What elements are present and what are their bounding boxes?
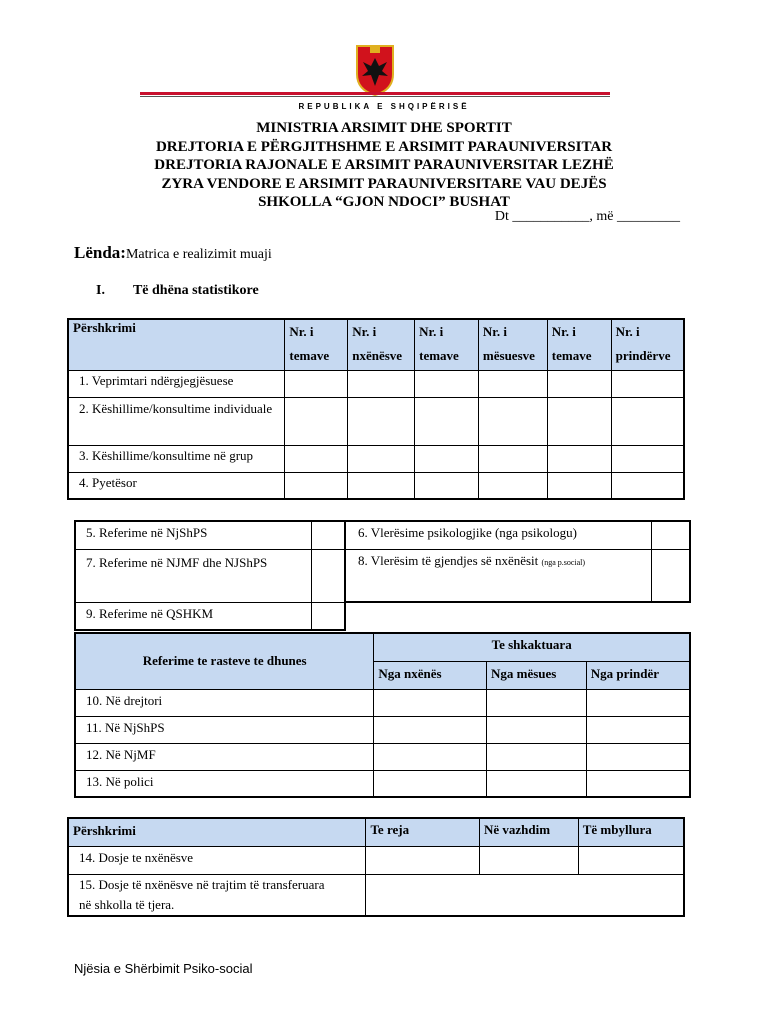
table-row <box>68 846 684 874</box>
input-cell[interactable] <box>366 874 684 916</box>
column-header: Te reja <box>366 818 480 846</box>
header-divider <box>140 96 610 97</box>
input-cell[interactable] <box>547 397 611 445</box>
header-line: ZYRA VENDORE E ARSIMIT PARAUNIVERSITARE VAU DEJËS <box>161 175 607 192</box>
section-heading <box>96 283 259 299</box>
table-row <box>75 549 345 602</box>
table-row <box>75 743 690 770</box>
table-header-row <box>75 633 690 661</box>
column-header: Përshkrimi <box>68 818 366 846</box>
input-cell[interactable] <box>374 743 487 770</box>
column-header: Nr. i nxënësve <box>348 319 415 370</box>
input-cell[interactable] <box>547 370 611 397</box>
input-cell[interactable] <box>547 472 611 499</box>
input-cell[interactable] <box>311 602 345 630</box>
table-row <box>68 445 684 472</box>
input-cell[interactable] <box>348 397 415 445</box>
table-title: Referime te rasteve te dhunes <box>75 633 374 689</box>
input-cell[interactable] <box>285 445 348 472</box>
table-row <box>345 549 690 602</box>
group-header: Te shkaktuara <box>374 633 690 661</box>
table-row <box>68 472 684 499</box>
input-cell[interactable] <box>348 472 415 499</box>
row-label: 1. Veprimtari ndërgjegjësuese <box>68 370 285 397</box>
row-label: 12. Në NjMF <box>75 743 374 770</box>
row-label: 6. Vlerësime psikologjike (nga psikologu) <box>345 521 651 549</box>
header-line: MINISTRIA ARSIMIT DHE SPORTIT <box>256 120 512 136</box>
table-row <box>75 521 345 549</box>
input-cell[interactable] <box>374 689 487 716</box>
input-cell[interactable] <box>611 445 684 472</box>
violence-referrals-table <box>74 632 691 798</box>
input-cell[interactable] <box>479 846 578 874</box>
row-label: 8. Vlerësim të gjendjes së nxënësit (nga p.social) <box>345 549 651 602</box>
header-red-line <box>140 92 610 95</box>
referrals-table <box>74 520 346 631</box>
input-cell[interactable] <box>651 521 690 549</box>
date-line: Dt ___________, më _________ <box>494 209 680 224</box>
student-files-table <box>67 817 685 917</box>
input-cell[interactable] <box>374 716 487 743</box>
column-header: Nr. i mësuesve <box>478 319 547 370</box>
input-cell[interactable] <box>415 472 479 499</box>
input-cell[interactable] <box>487 689 587 716</box>
column-header: Nr. i temave <box>547 319 611 370</box>
input-cell[interactable] <box>285 370 348 397</box>
input-cell[interactable] <box>547 445 611 472</box>
table-row <box>75 689 690 716</box>
column-header: Nr. i temave <box>415 319 479 370</box>
row-label: 15. Dosje të nxënësve në trajtim të transferuara në shkolla të tjera. <box>68 874 366 916</box>
table-row <box>75 770 690 797</box>
input-cell[interactable] <box>487 716 587 743</box>
table-header-row <box>68 319 684 370</box>
input-cell[interactable] <box>586 716 690 743</box>
row-label: 10. Në drejtori <box>75 689 374 716</box>
subject-value: Matrica e realizimit muaji <box>125 247 272 262</box>
input-cell[interactable] <box>366 846 480 874</box>
column-header: Nga nxënës <box>374 661 487 689</box>
input-cell[interactable] <box>478 445 547 472</box>
input-cell[interactable] <box>311 521 345 549</box>
input-cell[interactable] <box>285 397 348 445</box>
subject-line <box>74 243 272 263</box>
input-cell[interactable] <box>478 397 547 445</box>
table-row <box>75 716 690 743</box>
input-cell[interactable] <box>348 445 415 472</box>
table-row <box>345 521 690 549</box>
input-cell[interactable] <box>487 770 587 797</box>
table-row <box>68 370 684 397</box>
input-cell[interactable] <box>415 445 479 472</box>
column-header: Nr. i temave <box>285 319 348 370</box>
statistics-table <box>67 318 685 500</box>
column-header: Nga prindër <box>586 661 690 689</box>
row-note: (nga p.social) <box>541 557 586 567</box>
column-header: Të mbyllura <box>578 818 684 846</box>
header-line: SHKOLLA “GJON NDOCI” BUSHAT <box>258 194 510 210</box>
albania-emblem-icon <box>355 44 395 96</box>
header-line: DREJTORIA E PËRGJITHSHME E ARSIMIT PARAUNIVERSITAR <box>155 138 613 155</box>
table-header-row <box>68 818 684 846</box>
assessments-table <box>344 520 691 603</box>
column-header: Nga mësues <box>487 661 587 689</box>
row-label: 9. Referime në QSHKM <box>75 602 311 630</box>
row-label: 13. Në polici <box>75 770 374 797</box>
input-cell[interactable] <box>586 770 690 797</box>
input-cell[interactable] <box>285 472 348 499</box>
table-row <box>68 874 684 916</box>
row-label: 3. Këshillime/konsultime në grup <box>68 445 285 472</box>
input-cell[interactable] <box>415 370 479 397</box>
input-cell[interactable] <box>348 370 415 397</box>
column-header: Nr. i prindërve <box>611 319 684 370</box>
republic-label: REPUBLIKA E SHQIPËRISË <box>298 102 470 111</box>
row-label: 14. Dosje te nxënësve <box>68 846 366 874</box>
input-cell[interactable] <box>374 770 487 797</box>
table-row <box>68 397 684 445</box>
subject-label: Lënda: <box>74 243 126 262</box>
input-cell[interactable] <box>611 370 684 397</box>
input-cell[interactable] <box>487 743 587 770</box>
column-header: Përshkrimi <box>68 319 285 370</box>
column-header: Në vazhdim <box>479 818 578 846</box>
row-label: 5. Referime në NjShPS <box>75 521 311 549</box>
input-cell[interactable] <box>415 397 479 445</box>
header-line: DREJTORIA RAJONALE E ARSIMIT PARAUNIVERSITAR LEZHË <box>154 157 614 173</box>
input-cell[interactable] <box>611 472 684 499</box>
table-row <box>75 602 345 630</box>
input-cell[interactable] <box>651 549 690 602</box>
input-cell[interactable] <box>611 397 684 445</box>
footer-unit: Njësia e Shërbimit Psiko-social <box>74 961 253 976</box>
input-cell[interactable] <box>586 689 690 716</box>
input-cell[interactable] <box>311 549 345 602</box>
row-label: 2. Këshillime/konsultime individuale <box>68 397 285 445</box>
input-cell[interactable] <box>478 370 547 397</box>
institution-header <box>0 119 768 212</box>
row-label: 11. Në NjShPS <box>75 716 374 743</box>
row-label: 7. Referime në NJMF dhe NJShPS <box>75 549 311 602</box>
section-number: I. <box>96 283 105 298</box>
input-cell[interactable] <box>586 743 690 770</box>
input-cell[interactable] <box>478 472 547 499</box>
input-cell[interactable] <box>578 846 684 874</box>
row-label: 4. Pyetësor <box>68 472 285 499</box>
section-title: Të dhëna statistikore <box>132 283 259 298</box>
